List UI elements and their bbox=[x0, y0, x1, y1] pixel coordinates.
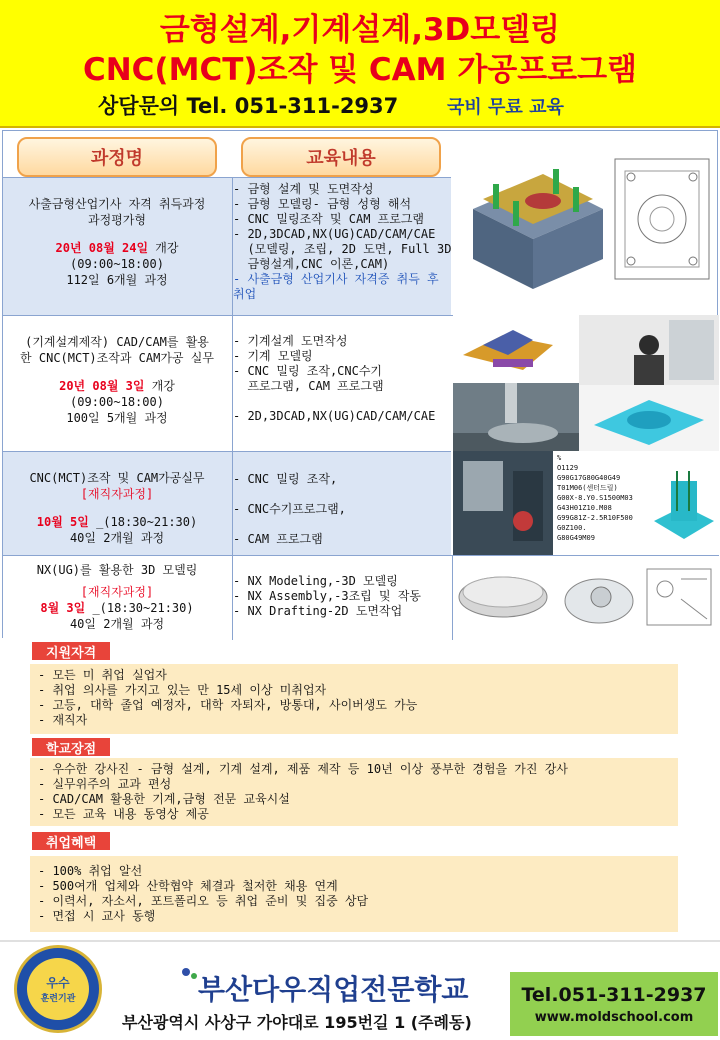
course-title bbox=[3, 334, 231, 426]
course-content: - NX Modeling,-3D 모델링 - NX Assembly,-3조립 및 작동 - NX Drafting-2D 도면작업 bbox=[233, 574, 422, 618]
course-duration: 112일 6개월 과정 bbox=[66, 273, 168, 287]
course-duration: 40일 2개월 과정 bbox=[69, 617, 165, 631]
student-operating-image bbox=[579, 315, 719, 385]
excellent-institution-seal: 우수 훈련기관 bbox=[14, 945, 102, 1033]
course-start: 8월 3일 _(18:30~21:30) bbox=[40, 601, 194, 615]
course-row-3 bbox=[3, 451, 451, 555]
course-title bbox=[3, 562, 231, 632]
course-tag: [재직자과정] bbox=[80, 487, 154, 501]
column-header-course: 과정명 bbox=[17, 137, 217, 177]
list-item: - 모든 교육 내용 동영상 제공 bbox=[38, 807, 209, 821]
contact-website[interactable]: www.moldschool.com bbox=[534, 1009, 694, 1025]
header-contact: 상담문의 Tel. 051-311-2937 bbox=[98, 94, 399, 118]
course-content: - 금형 설계 및 도면작성 - 금형 모델링- 금형 성형 해석 - CNC 밀링조작 및 CAM 프로그램 - 2D,3DCAD,NX(UG)CAD/CAM/CAE (모델링, 조립, 2D 도면, Full 3D 금형설계,CNC 이론,CAM) - 사출금형 산업기사 자격증 취득 후 취업 bbox=[233, 182, 452, 301]
section-label-strengths: 학교장점 bbox=[32, 738, 110, 756]
header-title-line1: 금형설계,기계설계,3D모델링 bbox=[159, 12, 561, 48]
qualifications-list bbox=[30, 664, 678, 734]
course-start: 10월 5일 _(18:30~21:30) bbox=[36, 515, 198, 529]
benefits-list bbox=[30, 856, 678, 932]
course-title-line: CNC(MCT)조작 및 CAM가공실무 bbox=[29, 471, 205, 485]
nx-drawing-image bbox=[641, 559, 717, 635]
list-item: - 면접 시 교사 동행 bbox=[38, 909, 156, 923]
course-subtitle: 과정평가형 bbox=[88, 213, 146, 227]
course-row-1 bbox=[3, 177, 451, 315]
footer-divider bbox=[0, 940, 720, 942]
course-start: 20년 08월 24일 개강 bbox=[55, 241, 179, 255]
gcode-listing: % O1129 G90G17G80G40G49 T01M06(센터드릴) G00X-8.Y0.S1500M03 G43H01Z10.M08 G99G81Z-2.5R10F500 G0Z100. G80G49M09 bbox=[555, 451, 649, 555]
course-time: (09:00~18:00) bbox=[70, 395, 164, 409]
course-subtitle: 한 CNC(MCT)조작과 CAM가공 실무 bbox=[20, 351, 214, 365]
list-item: - 100% 취업 알선 bbox=[38, 864, 143, 878]
course-title bbox=[3, 196, 231, 288]
course-note: - 사출금형 산업기사 자격증 취득 후 취업 bbox=[233, 272, 439, 301]
course-duration: 40일 2개월 과정 bbox=[69, 531, 165, 545]
cnc-machine-image bbox=[453, 451, 553, 555]
cam-toolpath-image bbox=[649, 451, 719, 555]
course-title-line: (기계설계제작) CAD/CAM를 활용 bbox=[25, 335, 209, 349]
course-time: (09:00~18:00) bbox=[70, 257, 164, 271]
course-tag: [재직자과정] bbox=[80, 585, 154, 599]
column-header-content: 교육내용 bbox=[241, 137, 441, 177]
header-banner bbox=[0, 0, 720, 128]
contact-box bbox=[510, 972, 718, 1036]
course-start: 20년 08월 3일 개강 bbox=[59, 379, 175, 393]
list-item: - 이력서, 자소서, 포트폴리오 등 취업 준비 및 집중 상담 bbox=[38, 894, 369, 908]
course-title bbox=[3, 470, 231, 546]
course-title-line: 사출금형산업기사 자격 취득과정 bbox=[28, 197, 206, 211]
header-title-line2: CNC(MCT)조작 및 CAM 가공프로그램 bbox=[82, 52, 637, 88]
list-item: - 취업 의사를 가지고 있는 만 15세 이상 미취업자 bbox=[38, 683, 327, 697]
course-duration: 100일 5개월 과정 bbox=[66, 411, 168, 425]
list-item: - CAD/CAM 활용한 기계,금형 전문 교육시설 bbox=[38, 792, 290, 806]
cnc-milling-image bbox=[453, 383, 579, 451]
school-name: 부산다우직업전문학교 bbox=[198, 973, 469, 1006]
course-title-line: NX(UG)를 활용한 3D 모델링 bbox=[36, 563, 198, 577]
list-item: - 실무위주의 교과 편성 bbox=[38, 777, 172, 791]
school-logo-icon bbox=[180, 966, 200, 988]
school-address: 부산광역시 사상구 가야대로 195번길 1 (주례동) bbox=[122, 1013, 472, 1032]
list-item: - 500여개 업체와 산학협약 체결과 철저한 채용 연계 bbox=[38, 879, 338, 893]
course-table bbox=[2, 130, 718, 638]
strengths-list bbox=[30, 758, 678, 826]
mold-3d-image bbox=[453, 139, 717, 311]
list-item: - 우수한 강사진 - 금형 설계, 기계 설계, 제품 제작 등 10년 이상 풍부한 경험을 가진 강사 bbox=[38, 762, 568, 776]
section-label-qualifications: 지원자격 bbox=[32, 642, 110, 660]
list-item: - 재직자 bbox=[38, 713, 88, 727]
contact-phone: Tel.051-311-2937 bbox=[521, 983, 707, 1006]
nx-assembly-image bbox=[559, 559, 639, 635]
course-content: - CNC 밀링 조작, - CNC수기프로그램, - CAM 프로그램 bbox=[233, 472, 346, 546]
cam-model-image bbox=[579, 385, 719, 451]
machine-part-image bbox=[453, 315, 579, 383]
header-free-education: 국비 무료 교육 bbox=[447, 97, 564, 118]
section-label-benefits: 취업혜택 bbox=[32, 832, 110, 850]
list-item: - 고등, 대학 졸업 예정자, 대학 자퇴자, 방통대, 사이버생도 가능 bbox=[38, 698, 418, 712]
course-content: - 기계설계 도면작성 - 기계 모델링 - CNC 밀링 조작,CNC수기 프로그램, CAM 프로그램 - 2D,3DCAD,NX(UG)CAD/CAM/CAE bbox=[233, 334, 436, 423]
nx-model-image bbox=[455, 559, 555, 635]
list-item: - 모든 미 취업 실업자 bbox=[38, 668, 167, 682]
